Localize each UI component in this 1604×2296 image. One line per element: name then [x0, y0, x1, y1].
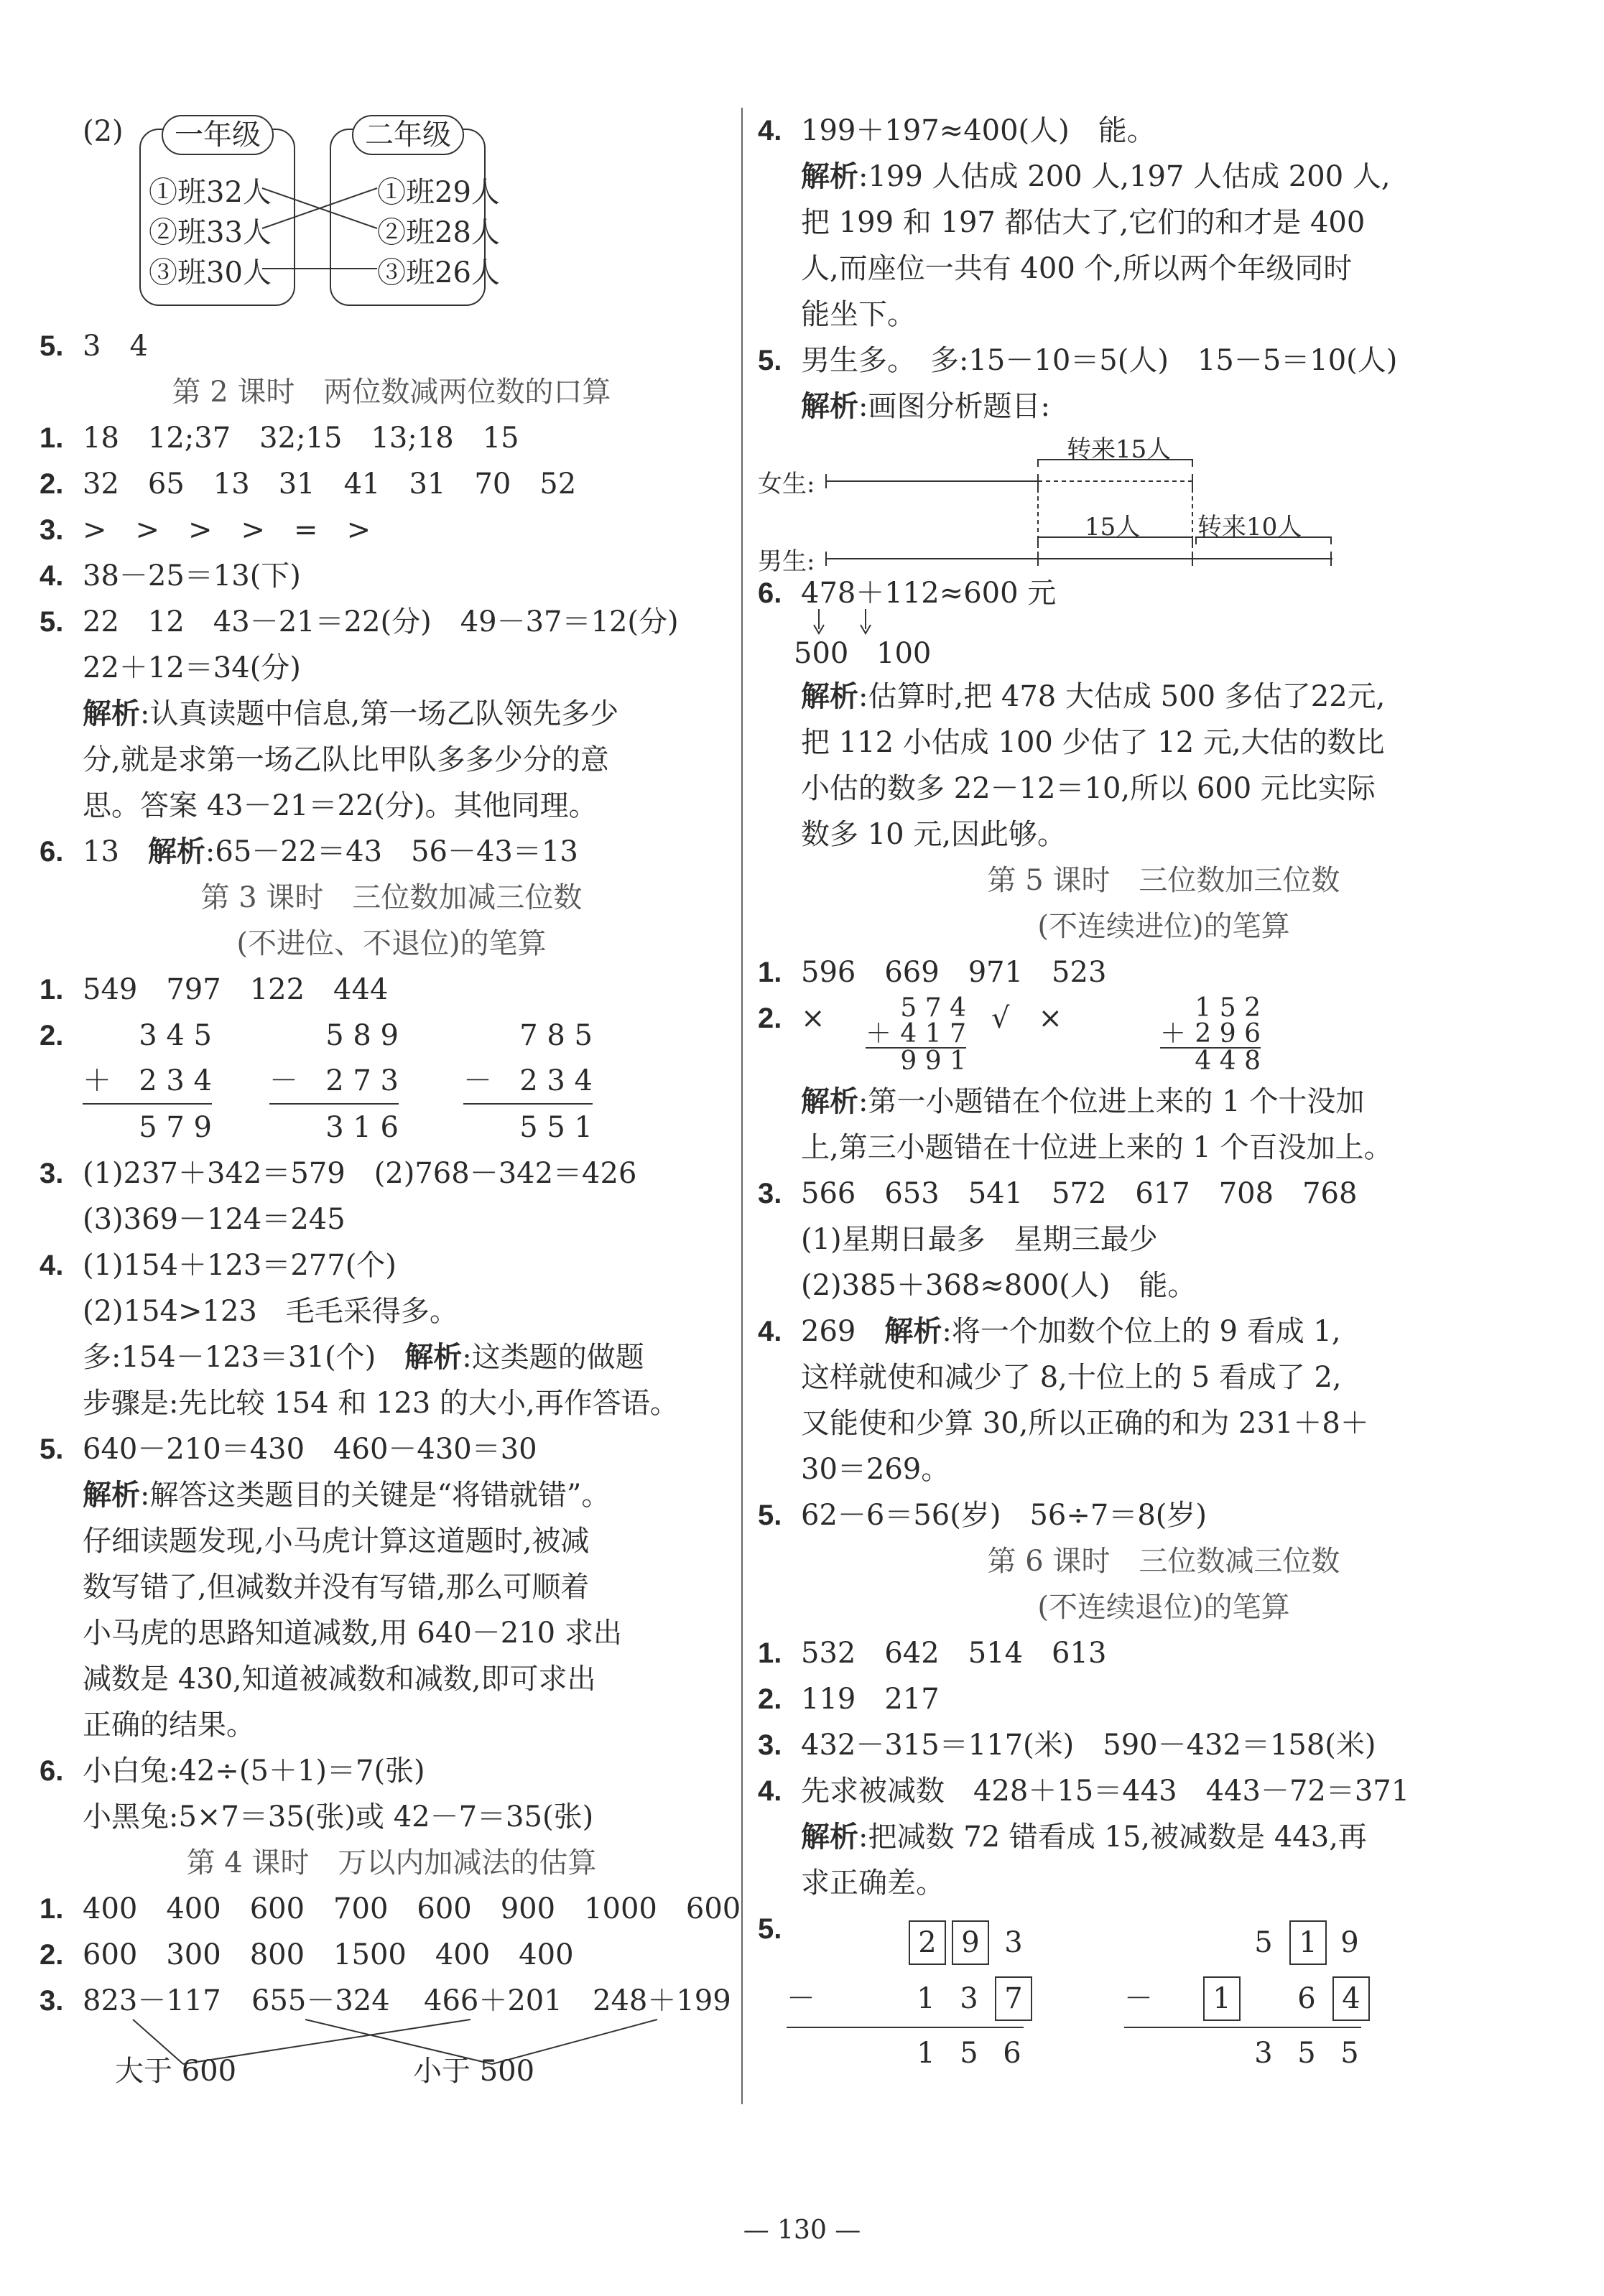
question-number: 3. — [40, 514, 64, 546]
analysis-label: 解析 — [801, 1084, 858, 1118]
calc-bottom: 2 9 6 — [1195, 1019, 1261, 1049]
analysis-line: 仔细读题发现,小马虎计算这道题时,被减 — [83, 1525, 590, 1558]
answer-text: 13 — [83, 835, 148, 868]
digit-box: 1 — [1289, 1920, 1327, 1965]
answer-line — [40, 967, 743, 1013]
answer-line — [758, 949, 1570, 995]
lesson5-title: 第 5 课时 三位数加三位数 — [987, 864, 1340, 897]
lesson5-subtitle: (不连续进位)的笔算 — [1037, 910, 1290, 943]
digit: 1 — [917, 2037, 935, 2070]
analysis-line: 小马虎的思路知道减数,用 640－210 求出 — [83, 1617, 622, 1650]
answer-line — [40, 323, 743, 369]
analysis-line: 上,第三小题错在十位进上来的 1 个百没加上。 — [801, 1131, 1393, 1164]
calc-top: 5 8 9 — [325, 1019, 399, 1052]
puzzle-rule — [787, 2027, 1024, 2028]
calc-bottom-row — [866, 1021, 966, 1049]
vertical-calc — [463, 1013, 593, 1151]
analysis-text: :第一小题错在个位进上来的 1 个十没加 — [858, 1085, 1365, 1118]
estimate-value: 100 — [876, 637, 932, 670]
answer-text: 3 4 — [83, 330, 148, 363]
analysis-label: 解析 — [801, 389, 858, 423]
question-number: 3. — [40, 1158, 64, 1189]
digit: 6 — [1297, 1982, 1316, 2015]
analysis-text: :估算时,把 478 大估成 500 多估了22元, — [858, 680, 1386, 713]
vertical-calc — [269, 1013, 399, 1151]
analysis-text: :画图分析题目: — [858, 390, 1050, 423]
question-number: 3. — [40, 1985, 64, 2017]
puzzle-operator: － — [1124, 1982, 1153, 2015]
digit: 3 — [1254, 2037, 1273, 2070]
calc-operator: ＋ — [866, 1019, 892, 1049]
question-number: 4. — [40, 1250, 64, 1281]
question-number: 3. — [758, 1729, 782, 1761]
question-number: 4. — [758, 115, 782, 147]
question-number: 6. — [758, 577, 782, 609]
question-number: 1. — [40, 422, 64, 454]
calc-top: 5 7 4 — [900, 993, 966, 1023]
grade-matching-diagram — [40, 108, 743, 323]
analysis-line: 能坐下。 — [801, 298, 916, 331]
answer-line — [758, 1722, 1570, 1768]
question-number: 2. — [40, 1020, 64, 1051]
grade2-class1: ①班29人 — [377, 176, 500, 209]
answer-line — [40, 1151, 743, 1196]
analysis-line: 又能使和少算 30,所以正确的和为 231＋8＋ — [801, 1407, 1369, 1440]
answer-line — [40, 1748, 743, 1794]
analysis-line: 小估的数多 22－12＝10,所以 600 元比实际 — [801, 772, 1376, 805]
question-number: 2. — [40, 468, 64, 500]
answer-line — [40, 1932, 743, 1978]
grade2-title: 二年级 — [352, 115, 464, 155]
answer-text: 600 300 800 1500 400 400 — [83, 1938, 574, 1971]
calc-operator: ＋ — [1160, 1019, 1187, 1049]
expression: 823－117 — [83, 1984, 221, 2017]
page-number: 130 — [777, 2216, 827, 2245]
calc-operator: ＋ — [83, 1064, 111, 1097]
grade1-class3: ③班30人 — [149, 256, 272, 289]
calc-result: 5 5 1 — [519, 1111, 593, 1144]
calc-bottom: 2 3 4 — [519, 1064, 593, 1097]
digit-box: 2 — [909, 1920, 946, 1965]
digit: 9 — [1340, 1926, 1359, 1959]
transfer15-label: 转来15人 — [1067, 435, 1172, 464]
answer-continuation: 22＋12＝34(分) — [83, 651, 301, 684]
answer-text: 18 12;37 32;15 13;18 15 — [83, 422, 519, 455]
answer-line — [40, 507, 743, 553]
analysis-line — [40, 691, 743, 737]
answer-text: 199＋197≈400(人) 能。 — [801, 114, 1156, 147]
calc-bottom-row — [463, 1059, 593, 1105]
estimate-arrows — [758, 616, 1570, 674]
answer-text: 男生多。 多:15－10＝5(人) 15－5＝10(人) — [801, 344, 1398, 377]
answer-text: 32 65 13 31 41 31 70 52 — [83, 468, 577, 501]
fifteen-label: 15人 — [1085, 513, 1141, 542]
answer-line — [40, 1426, 743, 1472]
analysis-line: 减数是 430,知道被减数和减数,即可求出 — [83, 1663, 596, 1696]
girls-label: 女生: — [758, 470, 815, 498]
analysis-line: 把 199 和 197 都估大了,它们的和才是 400 — [801, 206, 1366, 239]
digit-box: 1 — [1203, 1976, 1241, 2021]
digit-box: 4 — [1332, 1976, 1370, 2021]
answer-line — [40, 461, 743, 507]
analysis-line: 正确的结果。 — [83, 1709, 255, 1742]
analysis-text: :把减数 72 错看成 15,被减数是 443,再 — [858, 1821, 1367, 1854]
analysis-line — [758, 1814, 1570, 1860]
grade1-title: 一年级 — [162, 115, 274, 155]
answer-line — [40, 1886, 743, 1932]
analysis-line: 这样就使和减少了 8,十位上的 5 看成了 2, — [801, 1361, 1342, 1394]
answer-continuation — [40, 1334, 743, 1380]
grade1-class2: ②班33人 — [149, 216, 272, 249]
digit: 1 — [917, 1982, 935, 2015]
analysis-label: 解析 — [147, 835, 205, 868]
question-number: 5. — [758, 1913, 782, 1945]
answer-line — [758, 1492, 1570, 1538]
analysis-line: 求正确差。 — [801, 1867, 945, 1900]
question-number: 4. — [40, 560, 64, 592]
answer-text: 62－6＝56(岁) 56÷7＝8(岁) — [801, 1499, 1207, 1532]
right-column — [758, 108, 1570, 2078]
question-number: 1. — [758, 957, 782, 988]
grade1-class1: ①班32人 — [149, 176, 272, 209]
lesson6-subtitle: (不连续退位)的笔算 — [1037, 1591, 1290, 1624]
calc-result: 9 9 1 — [900, 1046, 966, 1076]
question-number: 4. — [758, 1316, 782, 1347]
digit: 5 — [960, 2037, 978, 2070]
answer-text: 多:154－123＝31(个) — [83, 1341, 405, 1374]
answer-continuation: (1)星期日最多 星期三最少 — [801, 1223, 1158, 1256]
digit-box: 7 — [995, 1976, 1032, 2021]
question-number: 1. — [758, 1637, 782, 1669]
expression: 466＋201 — [424, 1984, 562, 2017]
calc-top: 3 4 5 — [139, 1019, 212, 1052]
answer-continuation: (2)154>123 毛毛采得多。 — [83, 1295, 458, 1328]
calc-result: 4 4 8 — [1195, 1046, 1261, 1076]
answer-line — [758, 1630, 1570, 1676]
expression: 248＋199 — [593, 1984, 731, 2017]
down-arrow-icon — [758, 609, 973, 666]
analysis-line: 数多 10 元,因此够。 — [801, 818, 1067, 851]
judgement-calcs — [758, 995, 1570, 1079]
judgement-marks: √ × — [991, 1002, 1063, 1035]
analysis-line — [758, 1079, 1570, 1125]
lesson4-title: 第 4 课时 万以内加减法的估算 — [186, 1846, 597, 1879]
grade2-class3: ③班26人 — [377, 256, 500, 289]
estimate-value: 500 — [794, 637, 849, 670]
analysis-line: 数写错了,但减数并没有写错,那么可顺着 — [83, 1571, 590, 1604]
answer-text: 549 797 122 444 — [83, 973, 389, 1006]
calc-bottom: 2 7 3 — [325, 1064, 399, 1097]
answer-text: 小白兔:42÷(5＋1)＝7(张) — [83, 1754, 425, 1788]
answer-text: 596 669 971 523 — [801, 956, 1107, 989]
analysis-text: :199 人估成 200 人,197 人估成 200 人, — [858, 160, 1391, 193]
lesson2-title: 第 2 课时 两位数减两位数的口算 — [172, 376, 611, 409]
analysis-label: 解析 — [801, 1820, 858, 1854]
calc-bottom-row — [83, 1059, 212, 1105]
digit: 5 — [1297, 2037, 1316, 2070]
small-vertical-calc — [1160, 995, 1261, 1074]
vertical-calculations — [40, 1013, 743, 1151]
digit: 5 — [1340, 2037, 1359, 2070]
question-number: 2. — [758, 1003, 782, 1034]
answer-text: 400 400 600 700 600 900 1000 600 — [83, 1892, 741, 1925]
analysis-text: :认真读题中信息,第一场乙队领先多少 — [140, 697, 619, 730]
calc-bottom: 4 1 7 — [900, 1019, 966, 1049]
answer-text: (1)237＋342＝579 (2)768－342＝426 — [83, 1157, 637, 1190]
calc-top: 1 5 2 — [1195, 993, 1261, 1023]
calc-bottom: 2 3 4 — [139, 1064, 212, 1097]
lesson3-subtitle: (不进位、不退位)的笔算 — [236, 927, 547, 960]
analysis-text: :这类题的做题 — [462, 1341, 644, 1374]
analysis-label: 解析 — [83, 1478, 140, 1512]
answer-text: 566 653 541 572 617 708 768 — [801, 1177, 1358, 1210]
analysis-line — [758, 154, 1570, 200]
target-greater: 大于 600 — [115, 2055, 237, 2088]
digit-box: 9 — [952, 1920, 989, 1965]
answer-continuation: (2)385＋368≈800(人) 能。 — [801, 1269, 1197, 1302]
answer-text: 532 642 514 613 — [801, 1637, 1107, 1670]
analysis-text: :解答这类题目的关键是“将错就错”。 — [140, 1479, 611, 1512]
answer-line — [40, 599, 743, 645]
calc-operator: － — [463, 1064, 492, 1097]
answer-line — [758, 1676, 1570, 1722]
answer-line — [40, 553, 743, 599]
vertical-calc — [83, 1013, 212, 1151]
analysis-line — [40, 1472, 743, 1518]
calc-top: 7 8 5 — [519, 1019, 593, 1052]
answer-text: 119 217 — [801, 1683, 940, 1716]
small-vertical-calc — [866, 995, 966, 1074]
answer-text: > > > > = > — [83, 513, 371, 547]
calc-result: 5 7 9 — [139, 1111, 212, 1144]
answer-text: 先求被减数 428＋15＝443 443－72＝371 — [801, 1775, 1410, 1808]
question-number: 1. — [40, 974, 64, 1005]
question-number: 5. — [758, 1500, 782, 1531]
answer-line — [758, 108, 1570, 154]
question-number: 3. — [758, 1178, 782, 1209]
box-puzzles — [758, 1906, 1570, 2078]
answer-text: 432－315＝117(米) 590－432＝158(米) — [801, 1729, 1376, 1762]
lesson3-title: 第 3 课时 三位数加减三位数 — [200, 881, 583, 914]
answer-text: 478＋112≈600 元 — [801, 577, 1057, 610]
answer-line — [758, 1171, 1570, 1217]
calc-result: 3 1 6 — [325, 1111, 399, 1144]
boys-label: 男生: — [758, 547, 815, 576]
analysis-label: 解析 — [801, 679, 858, 713]
left-column — [40, 108, 743, 2093]
puzzle-rule — [1124, 2027, 1361, 2028]
answer-line — [40, 1242, 743, 1288]
analysis-label: 解析 — [884, 1314, 942, 1348]
answer-text: 269 — [801, 1315, 885, 1348]
answer-line — [40, 829, 743, 875]
analysis-line: 30＝269。 — [801, 1453, 950, 1486]
question-number: 5. — [40, 1433, 64, 1465]
calc-bottom-row — [269, 1059, 399, 1105]
answer-continuation: 小黑兔:5×7＝35(张)或 42－7＝35(张) — [83, 1800, 594, 1833]
question-number: 4. — [758, 1775, 782, 1807]
answer-text: 22 12 43－21＝22(分) 49－37＝12(分) — [83, 605, 679, 638]
analysis-label: 解析 — [801, 159, 858, 193]
question-number: 2. — [758, 1683, 782, 1715]
puzzle-operator: － — [787, 1982, 815, 2015]
question-number: 6. — [40, 836, 64, 868]
question-number: 6. — [40, 1755, 64, 1787]
analysis-line: 人,而座位一共有 400 个,所以两个年级同时 — [801, 252, 1353, 285]
digit: 3 — [960, 1982, 978, 2015]
question-number: 2. — [40, 1939, 64, 1971]
analysis-line — [758, 384, 1570, 429]
expression: 655－324 — [251, 1984, 390, 2017]
estimation-matching — [40, 1978, 743, 2093]
diagram-label: (2) — [83, 115, 124, 148]
page-footer: — 130 — — [743, 2216, 861, 2245]
answer-text: (1)154＋123＝277(个) — [83, 1249, 397, 1282]
answer-line — [758, 338, 1570, 384]
analysis-line — [758, 674, 1570, 720]
transfer10-label: 转来10人 — [1197, 513, 1302, 542]
digit: 6 — [1003, 2037, 1021, 2070]
target-less: 小于 500 — [413, 2055, 535, 2088]
segment-diagram — [758, 429, 1570, 576]
digit: 5 — [1254, 1926, 1273, 1959]
calc-operator: － — [269, 1064, 298, 1097]
answer-continuation: (3)369－124＝245 — [83, 1203, 346, 1236]
segment-lines — [758, 429, 1332, 570]
analysis-label: 解析 — [83, 697, 140, 730]
wrong-mark: × — [801, 1002, 825, 1035]
question-number: 5. — [758, 345, 782, 376]
analysis-text: :65－22＝43 56－43＝13 — [205, 835, 578, 868]
analysis-line: 思。答案 43－21＝22(分)。其他同理。 — [83, 789, 598, 822]
answer-text: 640－210＝430 460－430＝30 — [83, 1433, 537, 1466]
analysis-line: 把 112 小估成 100 少估了 12 元,大估的数比 — [801, 726, 1385, 759]
question-number: 5. — [40, 330, 64, 362]
lesson6-title: 第 6 课时 三位数减三位数 — [987, 1545, 1340, 1578]
digit: 3 — [1004, 1926, 1023, 1959]
question-number: 1. — [40, 1893, 64, 1925]
analysis-line: 分,就是求第一场乙队比甲队多多少分的意 — [83, 743, 609, 776]
answer-line — [758, 1309, 1570, 1354]
grade2-class2: ②班28人 — [377, 216, 500, 249]
calc-bottom-row — [1160, 1021, 1261, 1049]
analysis-label: 解析 — [404, 1340, 463, 1374]
analysis-line: 步骤是:先比较 154 和 123 的大小,再作答语。 — [83, 1387, 679, 1420]
answer-text: 38－25＝13(下) — [83, 559, 301, 592]
analysis-text: :将一个加数个位上的 9 看成 1, — [942, 1315, 1341, 1348]
answer-line — [40, 415, 743, 461]
answer-line — [758, 1768, 1570, 1814]
question-number: 5. — [40, 606, 64, 638]
